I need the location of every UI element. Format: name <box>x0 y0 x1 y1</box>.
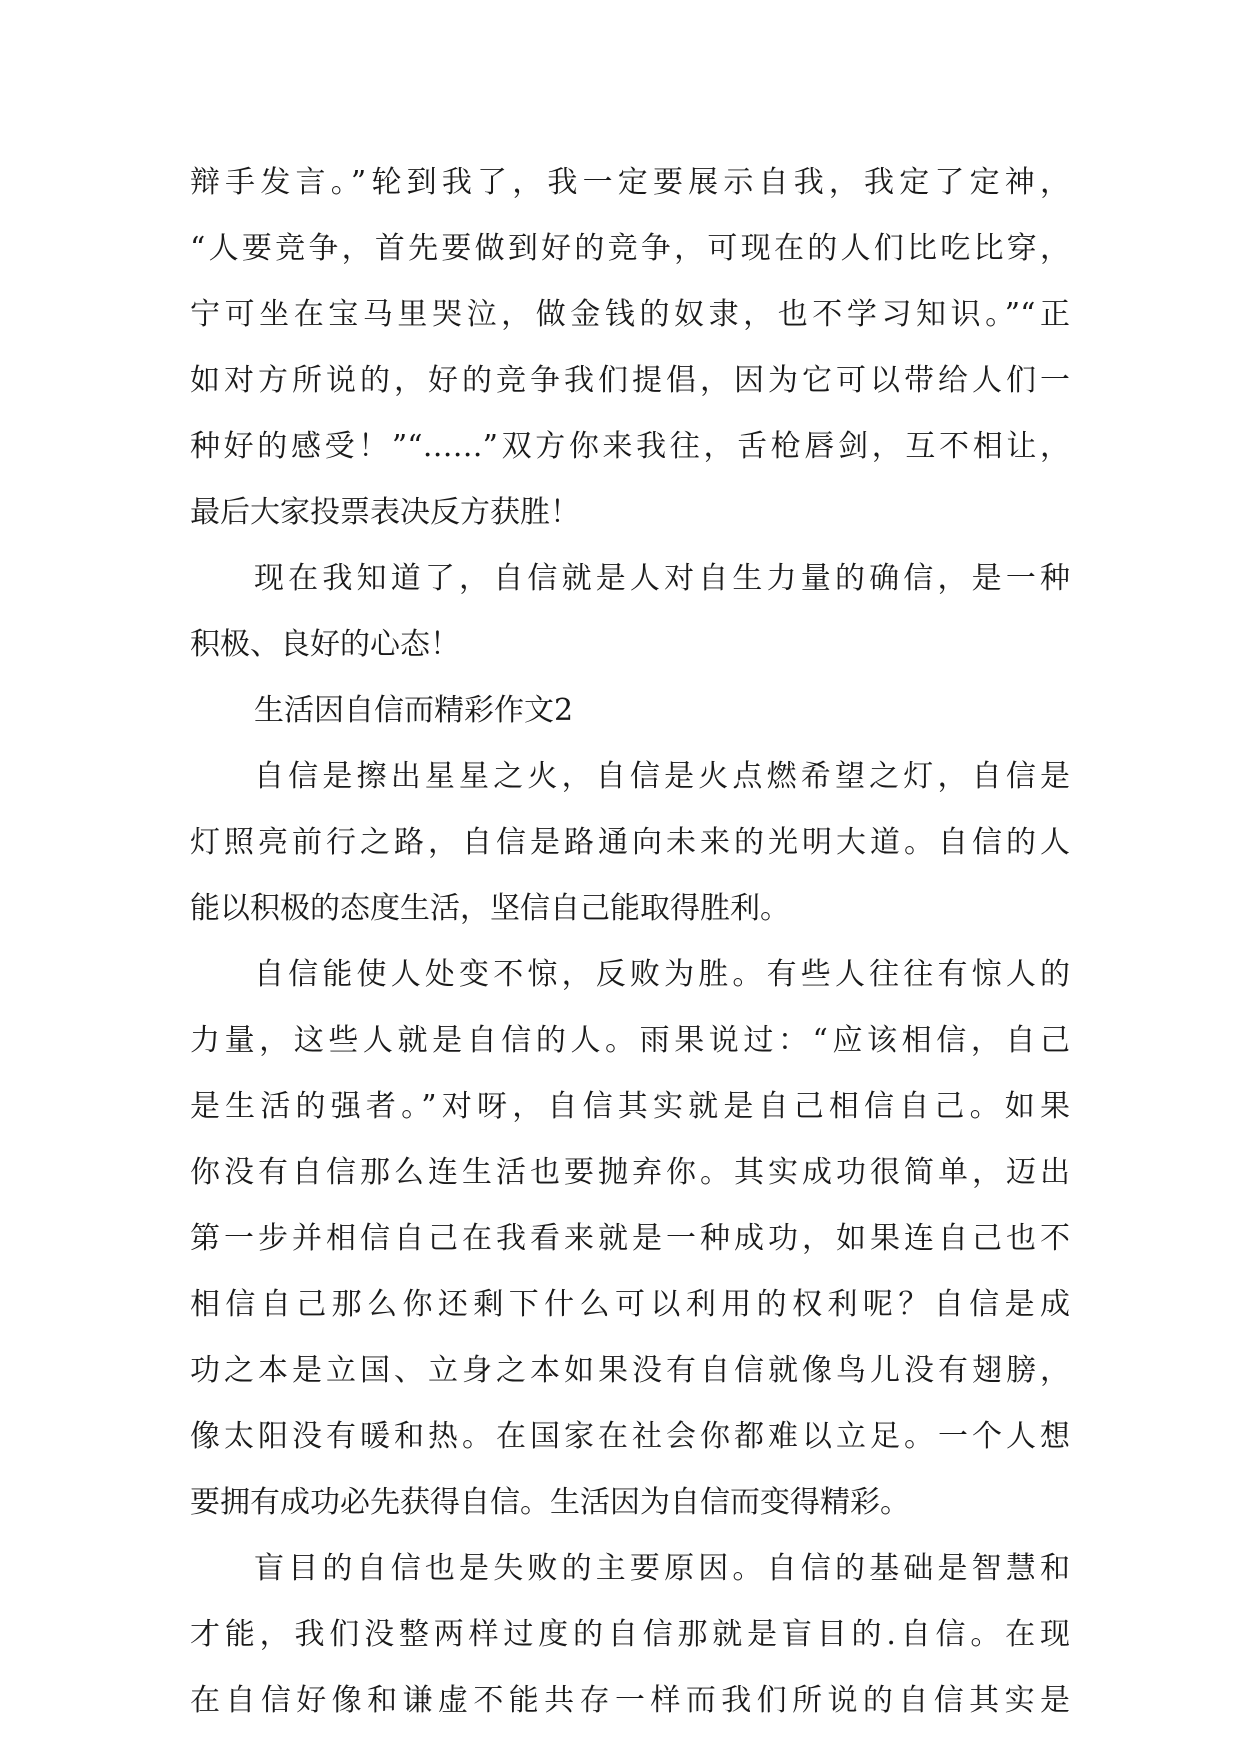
text-line: 最后大家投票表决反方获胜！ <box>190 495 580 530</box>
text-line: 宁可坐在宝马里哭泣，做金钱的奴隶，也不学习知识。”“正 <box>190 297 1070 332</box>
text-line: 相信自己那么你还剩下什么可以利用的权利呢？自信是成 <box>190 1287 1070 1322</box>
paragraph-first-line: 自信是擦出星星之火，自信是火点燃希望之灯，自信是 <box>254 759 1070 794</box>
section-heading: 生活因自信而精彩作文2 <box>254 693 574 728</box>
paragraph-first-line: 自信能使人处变不惊，反败为胜。有些人往往有惊人的 <box>254 957 1070 992</box>
text-line: “人要竞争，首先要做到好的竞争，可现在的人们比吃比穿， <box>190 231 1070 266</box>
text-line: 才能，我们没整两样过度的自信那就是盲目的.自信。在现 <box>190 1617 1070 1652</box>
text-line: 力量，这些人就是自信的人。雨果说过：“应该相信，自己 <box>190 1023 1070 1058</box>
text-line: 功之本是立国、立身之本如果没有自信就像鸟儿没有翅膀， <box>190 1353 1070 1388</box>
text-line: 像太阳没有暖和热。在国家在社会你都难以立足。一个人想 <box>190 1419 1070 1454</box>
text-line: 你没有自信那么连生活也要抛弃你。其实成功很简单，迈出 <box>190 1155 1070 1190</box>
text-line: 积极、良好的心态！ <box>190 627 460 662</box>
text-line: 能以积极的态度生活，坚信自己能取得胜利。 <box>190 891 790 926</box>
text-line: 辩手发言。”轮到我了，我一定要展示自我，我定了定神， <box>190 165 1070 200</box>
text-line: 种好的感受！”“……”双方你来我往，舌枪唇剑，互不相让， <box>190 429 1070 464</box>
paragraph-first-line: 盲目的自信也是失败的主要原因。自信的基础是智慧和 <box>254 1551 1070 1586</box>
text-line: 第一步并相信自己在我看来就是一种成功，如果连自己也不 <box>190 1221 1070 1256</box>
text-line: 灯照亮前行之路，自信是路通向未来的光明大道。自信的人 <box>190 825 1070 860</box>
paragraph-first-line: 现在我知道了，自信就是人对自生力量的确信，是一种 <box>254 561 1070 596</box>
text-line: 要拥有成功必先获得自信。生活因为自信而变得精彩。 <box>190 1485 910 1520</box>
text-line: 在自信好像和谦虚不能共存一样而我们所说的自信其实是 <box>190 1683 1070 1718</box>
text-line: 是生活的强者。”对呀，自信其实就是自己相信自己。如果 <box>190 1089 1070 1124</box>
essay-body <box>190 150 1070 1734</box>
text-line: 如对方所说的，好的竞争我们提倡，因为它可以带给人们一 <box>190 363 1070 398</box>
